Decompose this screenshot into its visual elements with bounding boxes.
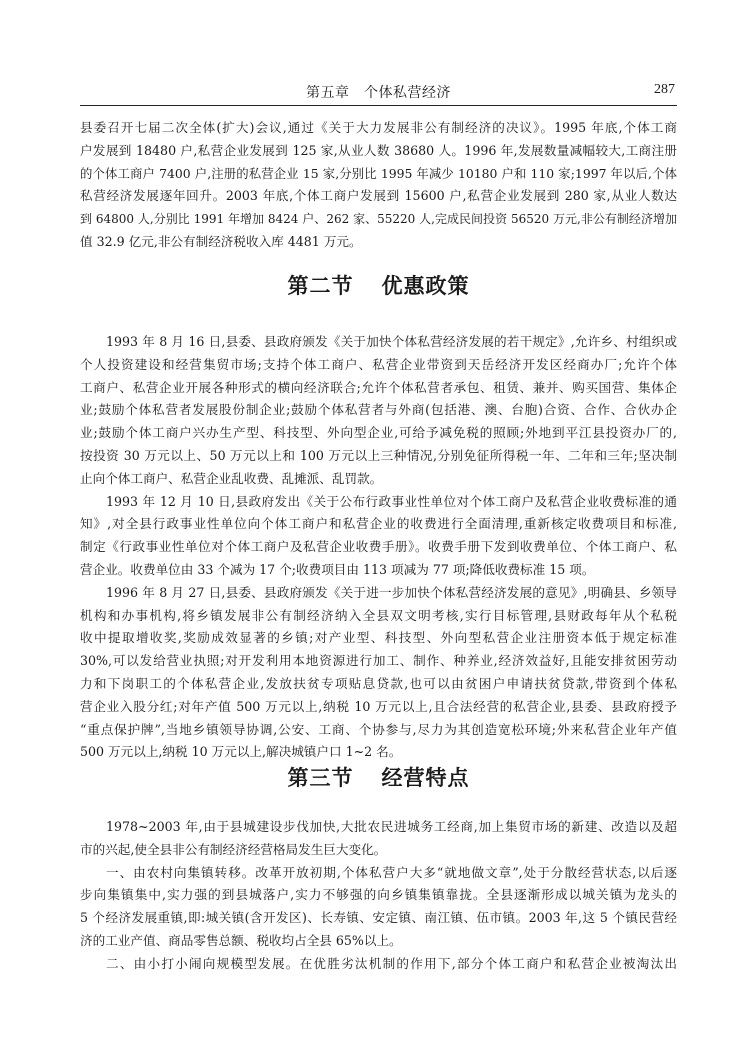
text-line: 收中提取增收奖,奖励成效显著的乡镇;对产业型、科技型、外向型私营企业注册资本低于规定标准: [80, 630, 677, 646]
section-heading: [80, 762, 677, 792]
text-line: 县委召开七届二次全体(扩大)会议,通过《关于大力发展非公有制经济的决议》。1995 年底,个体工商: [80, 120, 677, 135]
paragraph: [80, 491, 677, 582]
text-line: 值 32.9 亿元,非公有制经济税收入库 4481 万元。: [80, 233, 362, 249]
section-2-body: [80, 331, 677, 764]
text-line: 营企业入股分红;对年产值 500 万元以上,纳税 10 万元以上,且合法经营的私营企业,县委、县政府授予: [80, 698, 677, 714]
text-line: 市的兴起,使全县非公有制经济经营格局发生巨大变化。: [80, 841, 387, 857]
running-title: 第五章 个体私营经济: [306, 85, 451, 101]
text-line: 步向集镇集中,实力强的到县城落户,实力不够强的向乡镇集镇靠拢。全县逐渐形成以城关镇为龙头的: [80, 887, 677, 903]
text-line: 制定《行政事业性单位对个体工商户及私营企业收费手册》。收费手册下发到收费单位、个体工商户、私: [80, 539, 677, 555]
text-line: 工商户、私营企业开展各种形式的横向经济联合;允许个体私营者承包、租赁、兼并、购买国营、集体企: [80, 379, 677, 395]
text-line: 1993 年 12 月 10 日,县政府发出《关于公布行政事业性单位对个体工商户及私营企业收费标准的通: [106, 493, 677, 509]
paragraph: [80, 331, 677, 491]
paragraph: [80, 953, 677, 976]
text-line: 机构和办事机构,将乡镇发展非公有制经济纳入全县双文明考核,实行目标管理,县财政每年从个私税: [80, 607, 677, 623]
section-heading: [80, 270, 677, 300]
text-line: 个人投资建设和经营集贸市场;支持个体工商户、私营企业带资到天岳经济开发区经商办厂;允许个体: [80, 356, 677, 372]
text-line: 业;鼓励个体工商户兴办生产型、科技型、外向型企业,可给予减免税的照顾;外地到平江县投资办厂的,: [80, 425, 677, 441]
text-line: 知》,对全县行政事业性单位向个体工商户和私营企业的收费进行全面清理,重新核定收费项目和标准,: [80, 516, 677, 532]
header-rule: [80, 105, 677, 106]
text-line: 到 64800 人,分别比 1991 年增加 8424 户、262 家、55220 人,完成民间投资 56520 万元,非公有制经济增加: [80, 212, 677, 227]
text-line: 一、由农村向集镇转移。改革开放初期,个体私营户大多“就地做文章”,处于分散经营状态,以后逐: [106, 864, 677, 880]
text-line: 业;鼓励个体私营者发展股份制企业;鼓励个体私营者与外商(包括港、澳、台胞)合资、合作、合伙办企: [80, 402, 677, 418]
paragraph: [80, 816, 677, 862]
text-line: 1978~2003 年,由于县城建设步伐加快,大批农民进城务工经商,加上集贸市场的新建、改造以及超: [106, 819, 677, 834]
section-number: 第三节: [287, 766, 354, 790]
text-line: 力和下岗职工的个体私营企业,发放扶贫专项贴息贷款,也可以由贫困户申请扶贫贷款,带资到个体私: [80, 675, 677, 691]
text-line: 济的工业产值、商品零售总额、税收均占全县 65%以上。: [80, 932, 402, 948]
text-line: 二、由小打小闹向规模型发展。在优胜劣汰机制的作用下,部分个体工商户和私营企业被淘汰出: [106, 955, 677, 971]
section-3-body: [80, 816, 677, 976]
text-line: 30%,可以发给营业执照;对开发利用本地资源进行加工、制作、种养业,经济效益好,且能安排贫困劳动: [80, 653, 677, 669]
text-line: 1993 年 8 月 16 日,县委、县政府颁发《关于加快个体私营经济发展的若干规定》,允许乡、村组织或: [106, 334, 677, 349]
text-line: 1996 年 8 月 27 日,县委、县政府颁发《关于进一步加快个体私营经济发展的意见》,明确县、乡领导: [106, 584, 677, 600]
text-line: 的个体工商户 7400 户,注册的私营企业 15 家,分别比 1995 年减少 10180 户和 110 家;1997 年以后,个体: [80, 165, 677, 181]
text-line: “重点保护牌”,当地乡镇领导协调,公安、工商、个协参与,尽力为其创造宽松环境;外来私营企业年产值: [80, 721, 677, 737]
paragraph: [80, 582, 677, 764]
text-line: 按投资 30 万元以上、50 万元以上和 100 万元以上三种情况,分别免征所得税一年、二年和三年;坚决制: [80, 447, 677, 463]
text-line: 私营经济发展逐年回升。2003 年底,个体工商户发展到 15600 户,私营企业发展到 280 家,从业人数达: [80, 188, 677, 204]
page-number: 287: [654, 82, 675, 97]
text-line: 500 万元以上,纳税 10 万元以上,解决城镇户口 1~2 名。: [80, 744, 402, 760]
section-title: 经营特点: [381, 766, 470, 790]
text-line: 止向个体工商户、私营企业乱收费、乱摊派、乱罚款。: [80, 470, 383, 486]
section-number: 第二节: [287, 274, 354, 298]
text-line: 5 个经济发展重镇,即:城关镇(含开发区)、长寿镇、安定镇、南江镇、伍市镇。2003 年,这 5 个镇民营经: [80, 910, 677, 926]
paragraph: [80, 862, 677, 953]
text-line: 营企业。收费单位由 33 个减为 17 个;收费项目由 113 项减为 77 项;降低收费标准 15 项。: [80, 561, 595, 577]
section-title: 优惠政策: [381, 274, 470, 298]
page-header: [80, 78, 677, 106]
text-line: 户发展到 18480 户,私营企业发展到 125 家,从业人数 38680 人。1996 年,发展数量减幅较大,工商注册: [80, 142, 677, 158]
intro-paragraph: [80, 117, 677, 254]
